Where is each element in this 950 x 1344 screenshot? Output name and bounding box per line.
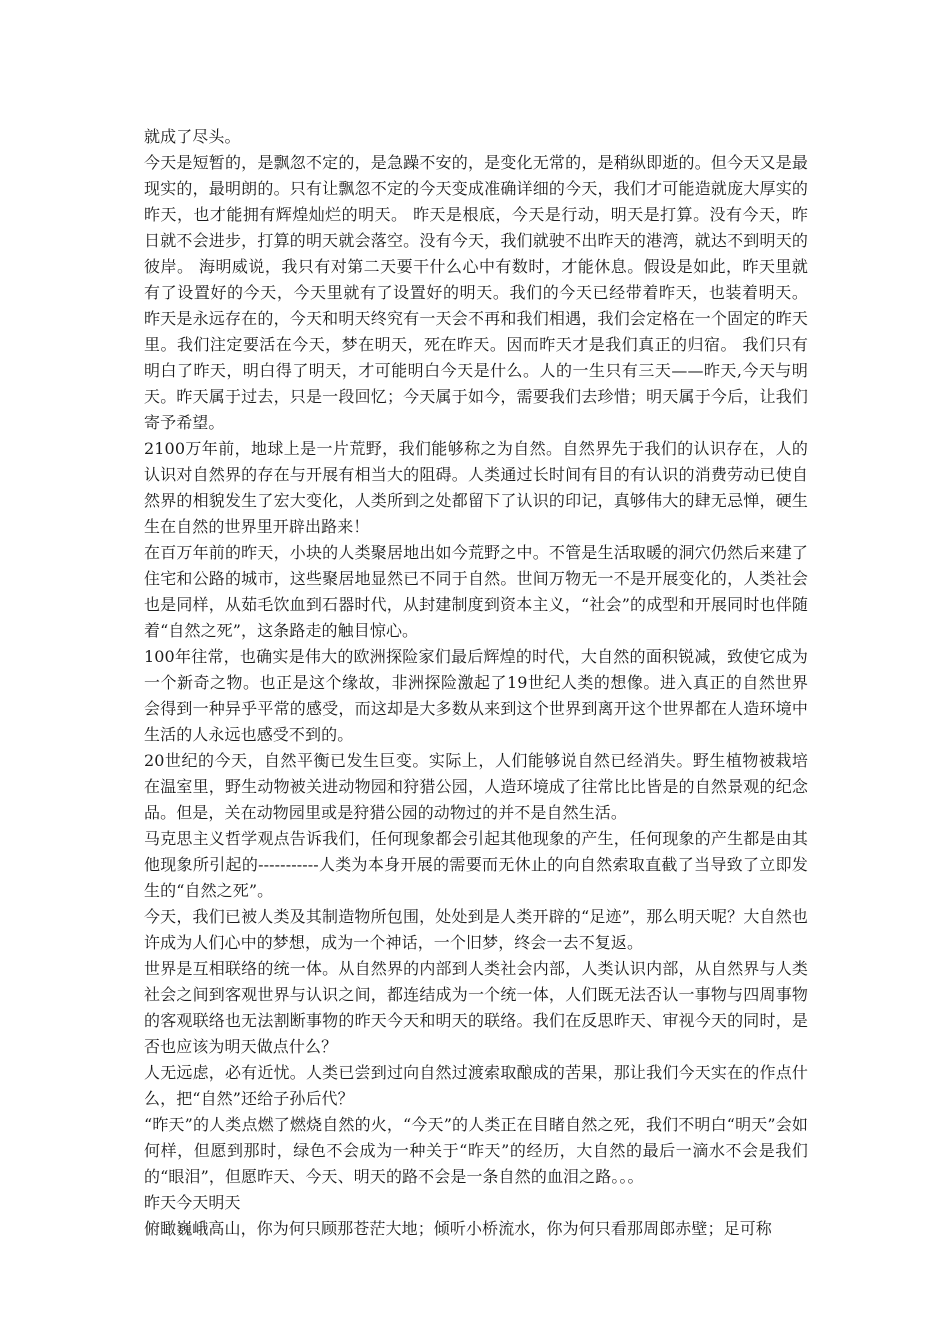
paragraph-today-short: 今天是短暂的，是飘忽不定的，是急躁不安的，是变化无常的，是稍纵即逝的。但今天又是最现实的，最明朗的。只有让飘忽不定的今天变成准确详细的今天，我们才可能造就庞大厚实的昨天，也才能拥有辉煌灿烂的明天。 昨天是根底，今天是行动，明天是打算。没有今天，昨日就不会进步，打算的明天就会落空。没有今天，我们就驶不出昨天的港湾，就达不到明天的彼岸。 海明威说，我只有对第二天要干什么心中有数时，才能休息。假设是如此，昨天里就有了设置好的今天，今天里就有了设置好的明天。我们的今天已经带着昨天，也装着明天。 昨天是永远存在的，今天和明天终究有一天会不再和我们相遇，我们会定格在一个固定的昨天里。我们注定要活在今天，梦在明天，死在昨天。因而昨天才是我们真正的归宿。 我们只有明白了昨天，明白得了明天，才可能明白今天是什么。人的一生只有三天——昨天,今天与明天。昨天属于过去，只是一段回忆；今天属于如今，需要我们去珍惜；明天属于今后，让我们寄予希望。 [144, 153, 808, 432]
paragraph-overlook-mountains: 俯瞰巍峨高山，你为何只顾那苍茫大地；倾听小桥流水，你为何只看那周郎赤壁；足可称 [144, 1219, 772, 1238]
paragraph-marxist-philosophy: 马克思主义哲学观点告诉我们，任何现象都会引起其他现象的产生，任何现象的产生都是由其他现象所引起的-----------人类为本身开展的需要而无休止的向自然索取直截了当导致了立即发生的“自然之死”。 [144, 829, 808, 900]
paragraph-100-years-ago: 100年往常，也确实是伟大的欧洲探险家们最后辉煌的时代，大自然的面积锐减，致使它成为一个新奇之物。也正是这个缘故，非洲探险激起了19世纪人类的想像。进入真正的自然世界会得到一种异乎平常的感受，而这却是大多数从来到这个世界到离开这个世界都在人造环境中生活的人永远也感受不到的。 [144, 647, 808, 744]
paragraph-million-years-ago: 在百万年前的昨天，小块的人类聚居地出如今荒野之中。不管是生活取暖的洞穴仍然后来建了住宅和公路的城市，这些聚居地显然已不同于自然。世间万物无一不是开展变化的，人类社会也是同样，从茹毛饮血到石器时代，从封建制度到资本主义，“社会”的成型和开展同时也伴随着“自然之死”，这条路走的触目惊心。 [144, 543, 808, 640]
document-body [144, 124, 808, 1242]
section-title: 昨天今天明天 [144, 1193, 241, 1212]
paragraph-world-unity: 世界是互相联络的统一体。从自然界的内部到人类社会内部，人类认识内部，从自然界与人类社会之间到客观世界与认识之间，都连结成为一个统一体，人们既无法否认一事物与四周事物的客观联络也无法割断事物的昨天今天和明天的联络。我们在反思昨天、审视今天的同时，是否也应该为明天做点什么？ [144, 959, 808, 1056]
paragraph-foresight: 人无远虑，必有近忧。人类已尝到过向自然过渡索取酿成的苦果，那让我们今天实在的作点什么，把“自然”还给子孙后代？ [144, 1063, 808, 1108]
paragraph-yesterday-fire: “昨天”的人类点燃了燃烧自然的火，“今天”的人类正在目睹自然之死，我们不明白“明天”会如何样，但愿到那时，绿色不会成为一种关于“昨天”的经历，大自然的最后一滴水不会是我们的“眼泪”，但愿昨天、今天、明天的路不会是一条自然的血泪之路。。。 [144, 1115, 808, 1186]
paragraph-21-million-years: 2100万年前，地球上是一片荒野，我们能够称之为自然。自然界先于我们的认识存在，人的认识对自然界的存在与开展有相当大的阻碍。人类通过长时间有目的有认识的消费劳动已使自然界的相貌发生了宏大变化，人类所到之处都留下了认识的印记，真够伟大的肆无忌惮，硬生生在自然的世界里开辟出路来！ [144, 439, 808, 536]
paragraph-today-surrounded: 今天，我们已被人类及其制造物所包围，处处到是人类开辟的“足迹”，那么明天呢？大自然也许成为人们心中的梦想，成为一个神话，一个旧梦，终会一去不复返。 [144, 907, 808, 952]
paragraph-20th-century: 20世纪的今天，自然平衡已发生巨变。实际上，人们能够说自然已经消失。野生植物被栽培在温室里，野生动物被关进动物园和狩猎公园，人造环境成了往常比比皆是的自然景观的纪念品。但是，关在动物园里或是狩猎公园的动物过的并不是自然生活。 [144, 751, 808, 822]
paragraph-continuation: 就成了尽头。 [144, 127, 241, 146]
